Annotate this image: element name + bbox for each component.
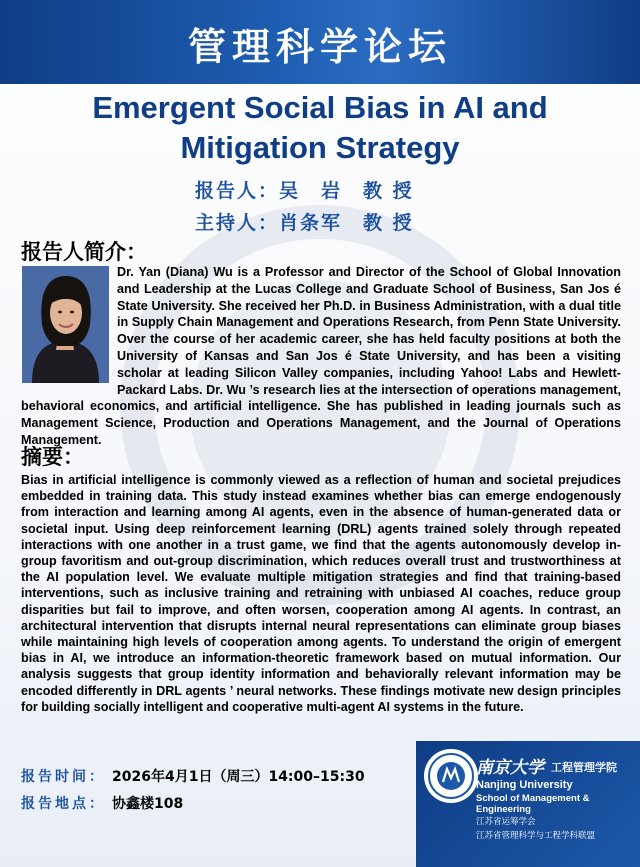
school-name-en: School of Management & Engineering bbox=[476, 793, 590, 815]
bio-text: Dr. Yan (Diana) Wu is a Professor and Director of the School of Global Innovation and Leadership at the Lucas College and Graduate School of Business, San Jos é State University. She received her Ph.D. in Business Administration, with a dual title in Supply Chain Management and Operations Research, from Penn State University. Over the course of her academic career, she has held faculty positions at both the University of Kansas and San Jos é State University, and has been a visiting scholar at leading Silicon Valley companies, including Yahoo! Labs and Hewlett-Packard Labs. Dr. Wu ’s research lies at the intersection of operations management, behavioral economics, and artificial intelligence. She has published in leading journals such as Management Science, Production and Operations Management, and the Journal of Operations Management. bbox=[21, 265, 621, 447]
top-banner bbox=[0, 0, 640, 84]
university-name-cn: 南京大学 bbox=[476, 758, 544, 778]
place-row bbox=[21, 793, 183, 813]
place-label: 报告地点： bbox=[21, 796, 106, 812]
university-emblem-icon bbox=[424, 749, 478, 803]
time-row bbox=[21, 766, 365, 786]
school-name-cn: 工程管理学院 bbox=[551, 761, 617, 774]
time-value: 2026年4月1日（周三）14:00–15:30 bbox=[112, 769, 365, 785]
time-label: 报告时间： bbox=[21, 769, 106, 785]
abstract-heading: 摘要： bbox=[21, 445, 84, 469]
organizer-logo-block bbox=[416, 741, 640, 867]
talk-title-line2: Mitigation Strategy bbox=[180, 130, 460, 165]
university-name-en: Nanjing University bbox=[476, 779, 573, 791]
association-1: 江苏省运筹学会 bbox=[476, 817, 536, 827]
photo-spacer bbox=[21, 264, 117, 382]
host-line: 主持人：肖条军 教 授 bbox=[195, 212, 414, 234]
forum-title: 管理科学论坛 bbox=[187, 25, 452, 69]
speaker-line: 报告人：吴 岩 教 授 bbox=[195, 180, 414, 202]
bio-heading: 报告人简介： bbox=[21, 240, 147, 264]
bio-block bbox=[21, 264, 621, 449]
talk-title-line1: Emergent Social Bias in AI and bbox=[92, 90, 548, 125]
abstract-text: Bias in artificial intelligence is commonly viewed as a reflection of human and societal prejudices embedded in training data. This study instead examines whether bias can emerge endogenously from interaction and learning among AI agents, even in the absence of human-generated data or societal input. Using deep reinforcement learning (DRL) agents trained solely through repeated interactions with one another in a trust game, we find that the agents autonomously develop in-group favoritism and out-group discrimination, which reduces overall trust and trustworthiness at the AI population level. We evaluate multiple mitigation strategies and find that training-based interventions, such as inclusive training and retraining with unbiased AI coaches, reduce group disparities but fail to improve, and often worsen, cooperation among AI agents. In contrast, an architectural intervention that disrupts internal neural representations can eliminate group biases while maintaining high levels of cooperation among agents. To understand the origin of emergent bias in AI, we introduce an information-theoretic framework based on mutual information. Our analysis suggests that group identity information and behaviorally relevant information may be encoded differently in DRL agents ’ neural networks. These findings motivate new design principles for building socially intelligent and cooperative multi-agent AI systems in the future. bbox=[21, 473, 621, 714]
talk-title bbox=[20, 88, 620, 168]
association-2: 江苏省管理科学与工程学科联盟 bbox=[476, 831, 596, 841]
place-value: 协鑫楼108 bbox=[112, 796, 184, 812]
